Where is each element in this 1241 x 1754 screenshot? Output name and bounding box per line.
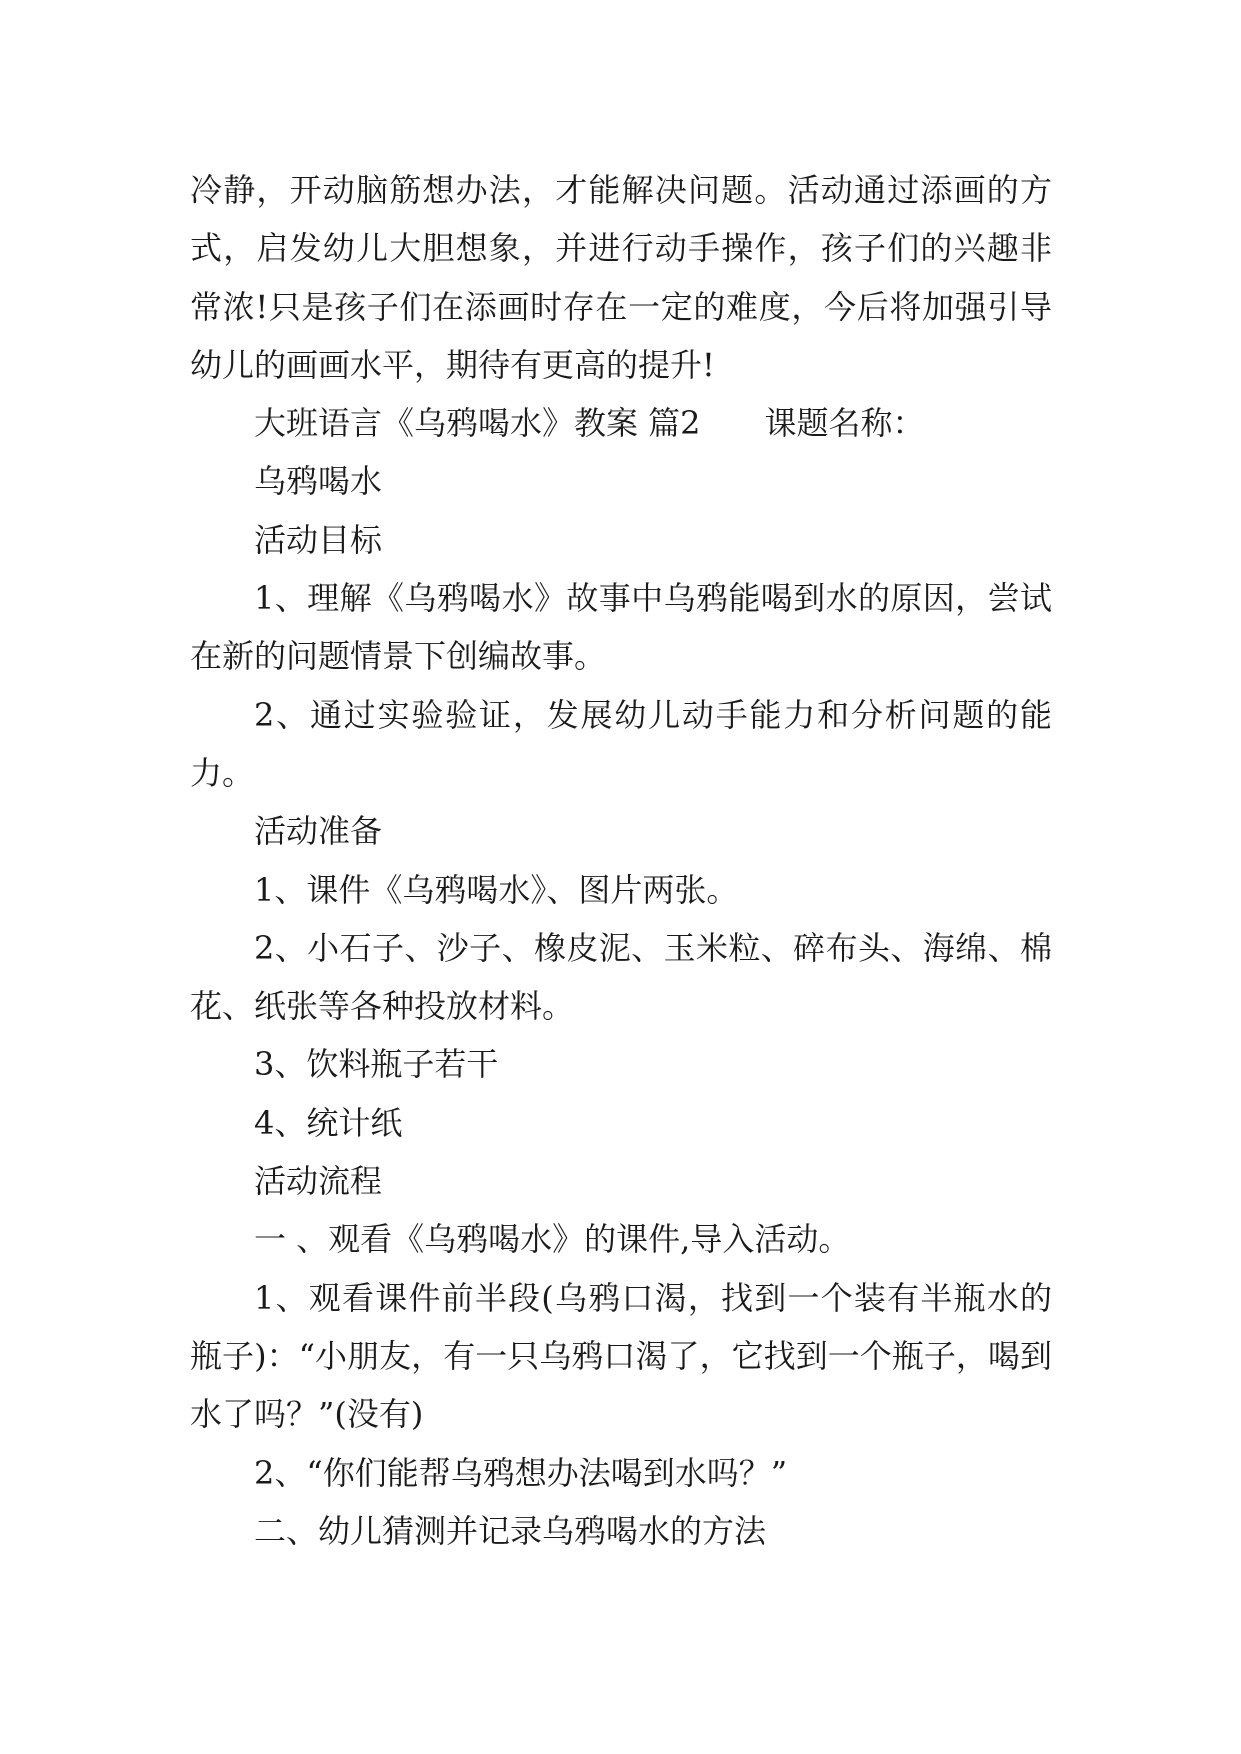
- heading-activity-goals: 活动目标: [254, 520, 383, 559]
- preparation-item-2: 2、小石子、沙子、橡皮泥、玉米粒、碎布头、海绵、棉花、纸张等各种投放材料。: [190, 928, 1052, 1026]
- process-step-1: 一 、观看《乌鸦喝水》的课件,导入活动。: [254, 1220, 851, 1259]
- preparation-item-3: 3、饮料瓶子若干: [254, 1045, 499, 1084]
- paragraph-lesson-title: [190, 394, 1052, 452]
- heading-activity-process: 活动流程: [254, 1162, 383, 1201]
- preparation-item-1: 1、课件《乌鸦喝水》、图片两张。: [254, 870, 739, 909]
- heading-activity-preparation: 活动准备: [254, 812, 383, 851]
- course-name-label: 课题名称：: [764, 404, 925, 443]
- process-step-2: 二、幼儿猜测并记录乌鸦喝水的方法: [254, 1511, 767, 1550]
- process-substep-2: 2、“你们能帮乌鸦想办法喝到水吗？”: [254, 1453, 788, 1492]
- goal-item-2: 2、通过实验验证，发展幼儿动手能力和分析问题的能力。: [190, 695, 1052, 792]
- paragraph-reflection: 冷静，开动脑筋想办法，才能解决问题。活动通过添画的方式，启发幼儿大胆想象，并进行动手操作，孩子们的兴趣非常浓!只是孩子们在添画时存在一定的难度，今后将加强引导幼儿的画画水平，期待有更高的提升!: [190, 171, 1052, 384]
- document-body: [190, 161, 1052, 1560]
- lesson-title: 大班语言《乌鸦喝水》教案 篇2: [254, 404, 701, 443]
- preparation-item-4: 4、统计纸: [254, 1103, 403, 1142]
- goal-item-1: 1、理解《乌鸦喝水》故事中乌鸦能喝到水的原因，尝试在新的问题情景下创编故事。: [190, 579, 1052, 676]
- paragraph-course-name: 乌鸦喝水: [254, 462, 383, 501]
- process-substep-1: 1、观看课件前半段(乌鸦口渴，找到一个装有半瓶水的瓶子)：“小朋友，有一只乌鸦口渴了，它找到一个瓶子，喝到水了吗？”(没有): [190, 1278, 1052, 1434]
